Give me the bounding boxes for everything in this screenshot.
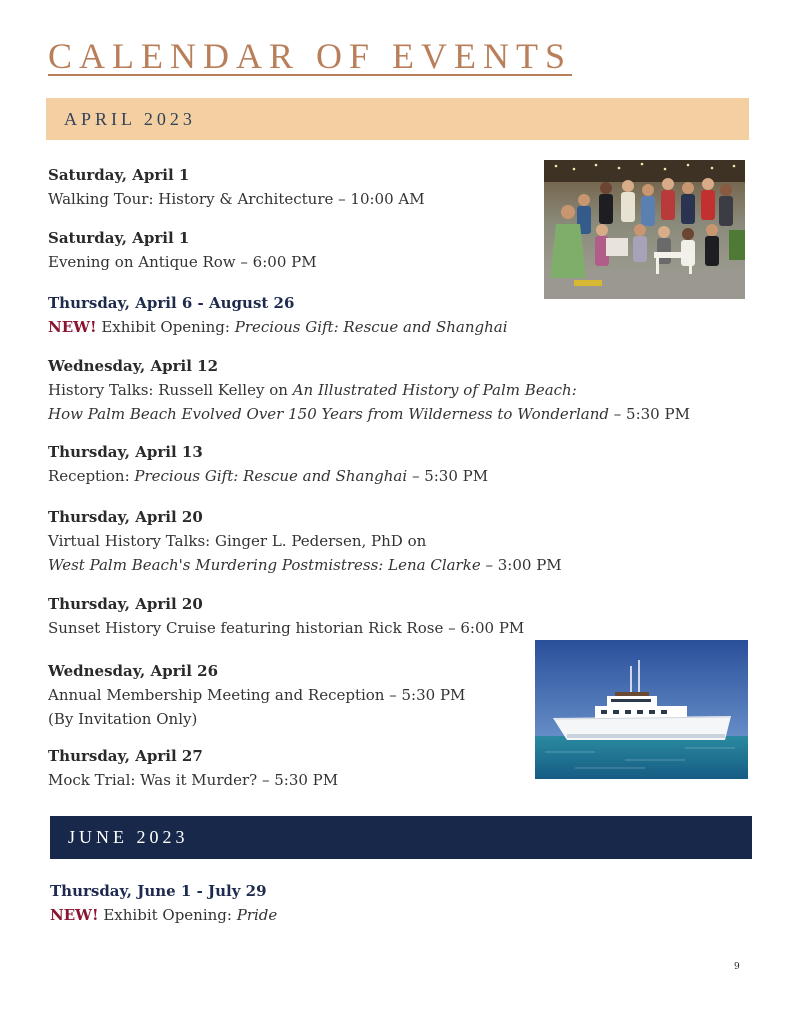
event-description: Mock Trial: Was it Murder? – 5:30 PM — [48, 771, 339, 789]
event-date: Thursday, April 6 - August 26 — [48, 294, 295, 312]
event-date: Wednesday, April 12 — [48, 357, 219, 375]
event-date: Saturday, April 1 — [48, 166, 190, 184]
event-item — [48, 505, 562, 577]
event-date: Thursday, April 13 — [48, 443, 203, 461]
event-description: Evening on Antique Row – 6:00 PM — [48, 253, 317, 271]
event-item — [50, 879, 277, 927]
event-item — [48, 744, 338, 792]
event-description: Annual Membership Meeting and Reception – 5:30 PM — [48, 686, 466, 704]
event-description: Virtual History Talks: Ginger L. Pedersen, PhD on — [48, 532, 427, 550]
event-date: Thursday, April 20 — [48, 508, 203, 526]
event-description: Sunset History Cruise featuring historian Rick Rose – 6:00 PM — [48, 619, 525, 637]
event-description: Walking Tour: History & Architecture – 10:00 AM — [48, 190, 425, 208]
month-header-april — [46, 98, 749, 140]
event-description-line2: How Palm Beach Evolved Over 150 Years from Wilderness to Wonderland – 5:30 PM — [48, 405, 690, 423]
group-photo — [544, 160, 745, 299]
event-date: Thursday, April 27 — [48, 747, 203, 765]
event-description: Reception: Precious Gift: Rescue and Shanghai – 5:30 PM — [48, 467, 489, 485]
event-item — [48, 163, 425, 211]
page-number: 9 — [734, 962, 740, 972]
event-item — [48, 659, 465, 731]
event-description: NEW! Exhibit Opening: Pride — [50, 906, 278, 924]
yacht-photo — [535, 640, 748, 779]
month-header-june — [50, 816, 752, 859]
month-header-june-label: JUNE 2023 — [68, 827, 189, 847]
event-item — [48, 592, 524, 640]
event-item — [48, 354, 690, 426]
event-description-line2: West Palm Beach's Murdering Postmistress: Lena Clarke – 3:00 PM — [48, 556, 562, 574]
event-item — [48, 440, 488, 488]
new-badge: NEW! — [48, 318, 97, 336]
event-description-line2: (By Invitation Only) — [48, 710, 198, 728]
event-date: Wednesday, April 26 — [48, 662, 219, 680]
page-title: CALENDAR OF EVENTS — [48, 36, 573, 76]
event-date: Thursday, April 20 — [48, 595, 203, 613]
new-badge: NEW! — [50, 906, 99, 924]
event-date: Thursday, June 1 - July 29 — [50, 882, 267, 900]
event-date: Saturday, April 1 — [48, 229, 190, 247]
month-header-april-label: APRIL 2023 — [64, 108, 196, 129]
event-item — [48, 291, 508, 339]
event-item — [48, 226, 317, 274]
event-description: NEW! Exhibit Opening: Precious Gift: Rescue and Shanghai — [48, 318, 508, 336]
event-description: History Talks: Russell Kelley on An Illustrated History of Palm Beach: — [48, 381, 577, 399]
